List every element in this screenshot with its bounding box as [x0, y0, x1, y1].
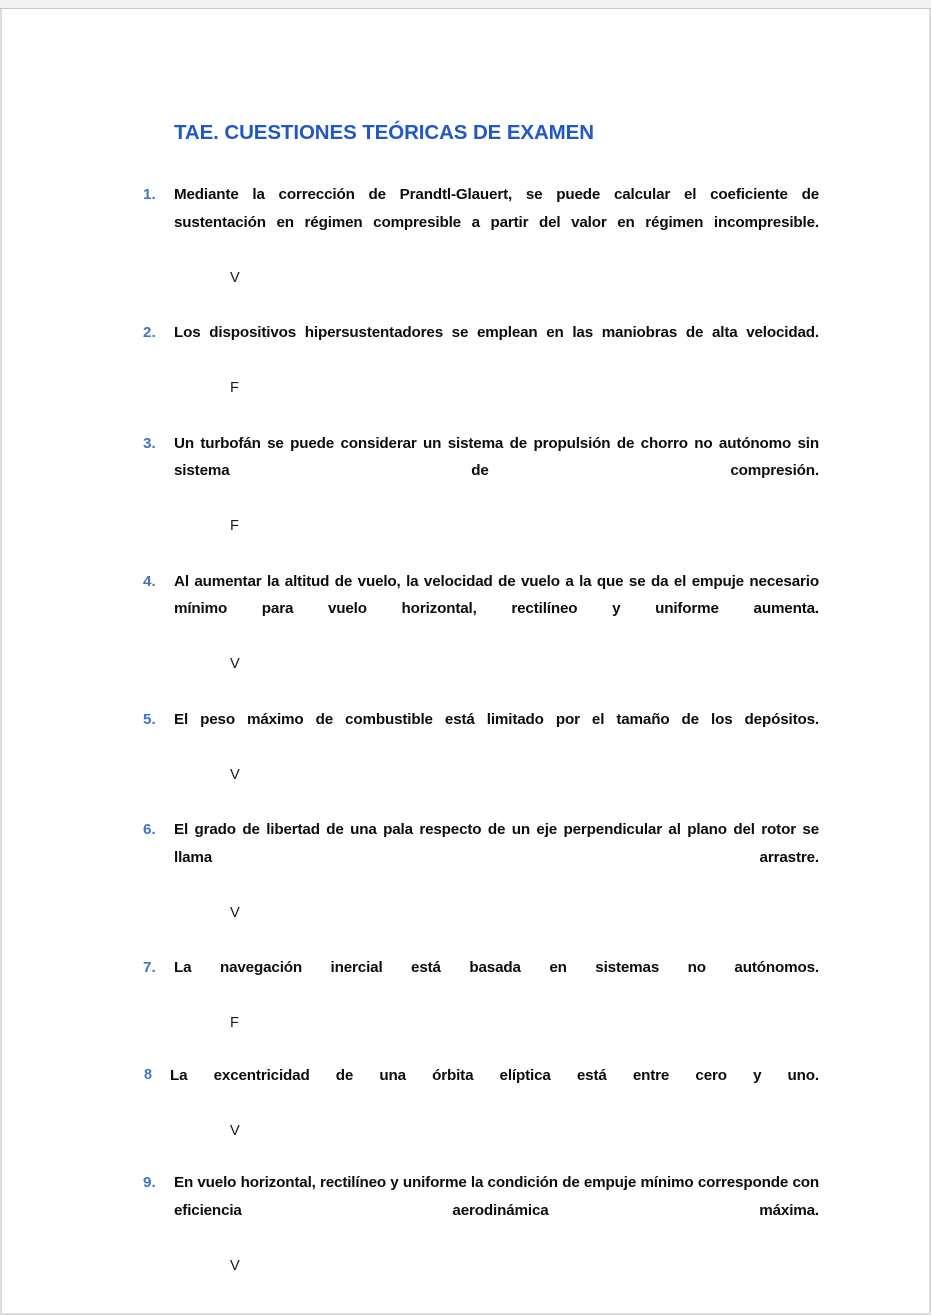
item-spacer — [2, 541, 931, 568]
question-item — [133, 319, 819, 403]
question-text: La excentricidad de una órbita elíptica está entre cero y uno. — [170, 1066, 819, 1084]
question-text: La navegación inercial está basada en sistemas no autónomos. — [174, 959, 819, 976]
question-text: En vuelo horizontal, rectilíneo y uniforme la condición de empuje mínimo corresponde con eficiencia aerodinámica máxima. — [174, 1174, 819, 1219]
question-text: El grado de libertad de una pala respecto de un eje perpendicular al plano del rotor se llama arrastre. — [174, 821, 819, 866]
item-spacer — [2, 679, 931, 706]
question-number: 4. — [143, 572, 156, 590]
question-answer: F — [230, 380, 239, 396]
question-item — [133, 430, 819, 541]
question-text: El peso máximo de combustible está limitado por el tamaño de los depósitos. — [174, 710, 819, 728]
document-body — [2, 9, 931, 1313]
item-spacer — [2, 292, 931, 319]
item-spacer — [2, 927, 931, 954]
document-page — [0, 9, 931, 1315]
page-title: TAE. CUESTIONES TEÓRICAS DE EXAMEN — [174, 121, 594, 144]
item-spacer — [2, 789, 931, 816]
question-answer: V — [230, 269, 240, 286]
question-number: 7. — [143, 959, 156, 976]
item-spacer — [2, 403, 931, 430]
question-number: 6. — [143, 821, 156, 838]
question-answer: F — [230, 1015, 239, 1031]
question-item — [133, 1062, 819, 1146]
question-number: 3. — [143, 434, 156, 452]
question-item — [133, 181, 819, 292]
question-item — [133, 1169, 819, 1280]
question-text: Mediante la corrección de Prandtl-Glauert, se puede calcular el coeficiente de sustentación en régimen compresible a partir del valor en régimen incompresible. — [174, 186, 819, 231]
question-text: Un turbofán se puede considerar un sistema de propulsión de chorro no autónomo sin sistema de compresión. — [174, 434, 819, 479]
item-spacer — [2, 1038, 931, 1062]
question-answer: V — [230, 656, 240, 672]
question-number: 1. — [143, 186, 156, 203]
question-item — [133, 568, 819, 679]
question-text: Los dispositivos hipersustentadores se emplean en las maniobras de alta velocidad. — [174, 324, 819, 341]
question-answer: V — [230, 766, 240, 783]
question-number: 8 — [144, 1066, 153, 1083]
question-text: Al aumentar la altitud de vuelo, la velocidad de vuelo a la que se da el empuje necesario mínimo para vuelo horizontal, rectilíneo y uniforme aumenta. — [174, 572, 819, 617]
question-answer: V — [230, 1257, 240, 1274]
question-answer: V — [230, 904, 240, 921]
question-item — [133, 706, 819, 790]
question-number: 5. — [143, 710, 156, 728]
question-number: 9. — [143, 1174, 156, 1191]
question-number: 2. — [143, 324, 156, 341]
question-list — [2, 181, 931, 1280]
top-toolbar-strip — [0, 0, 931, 9]
item-spacer — [2, 1145, 931, 1169]
question-answer: F — [230, 518, 239, 534]
question-item — [133, 954, 819, 1038]
question-item — [133, 816, 819, 927]
question-answer: V — [230, 1122, 240, 1139]
